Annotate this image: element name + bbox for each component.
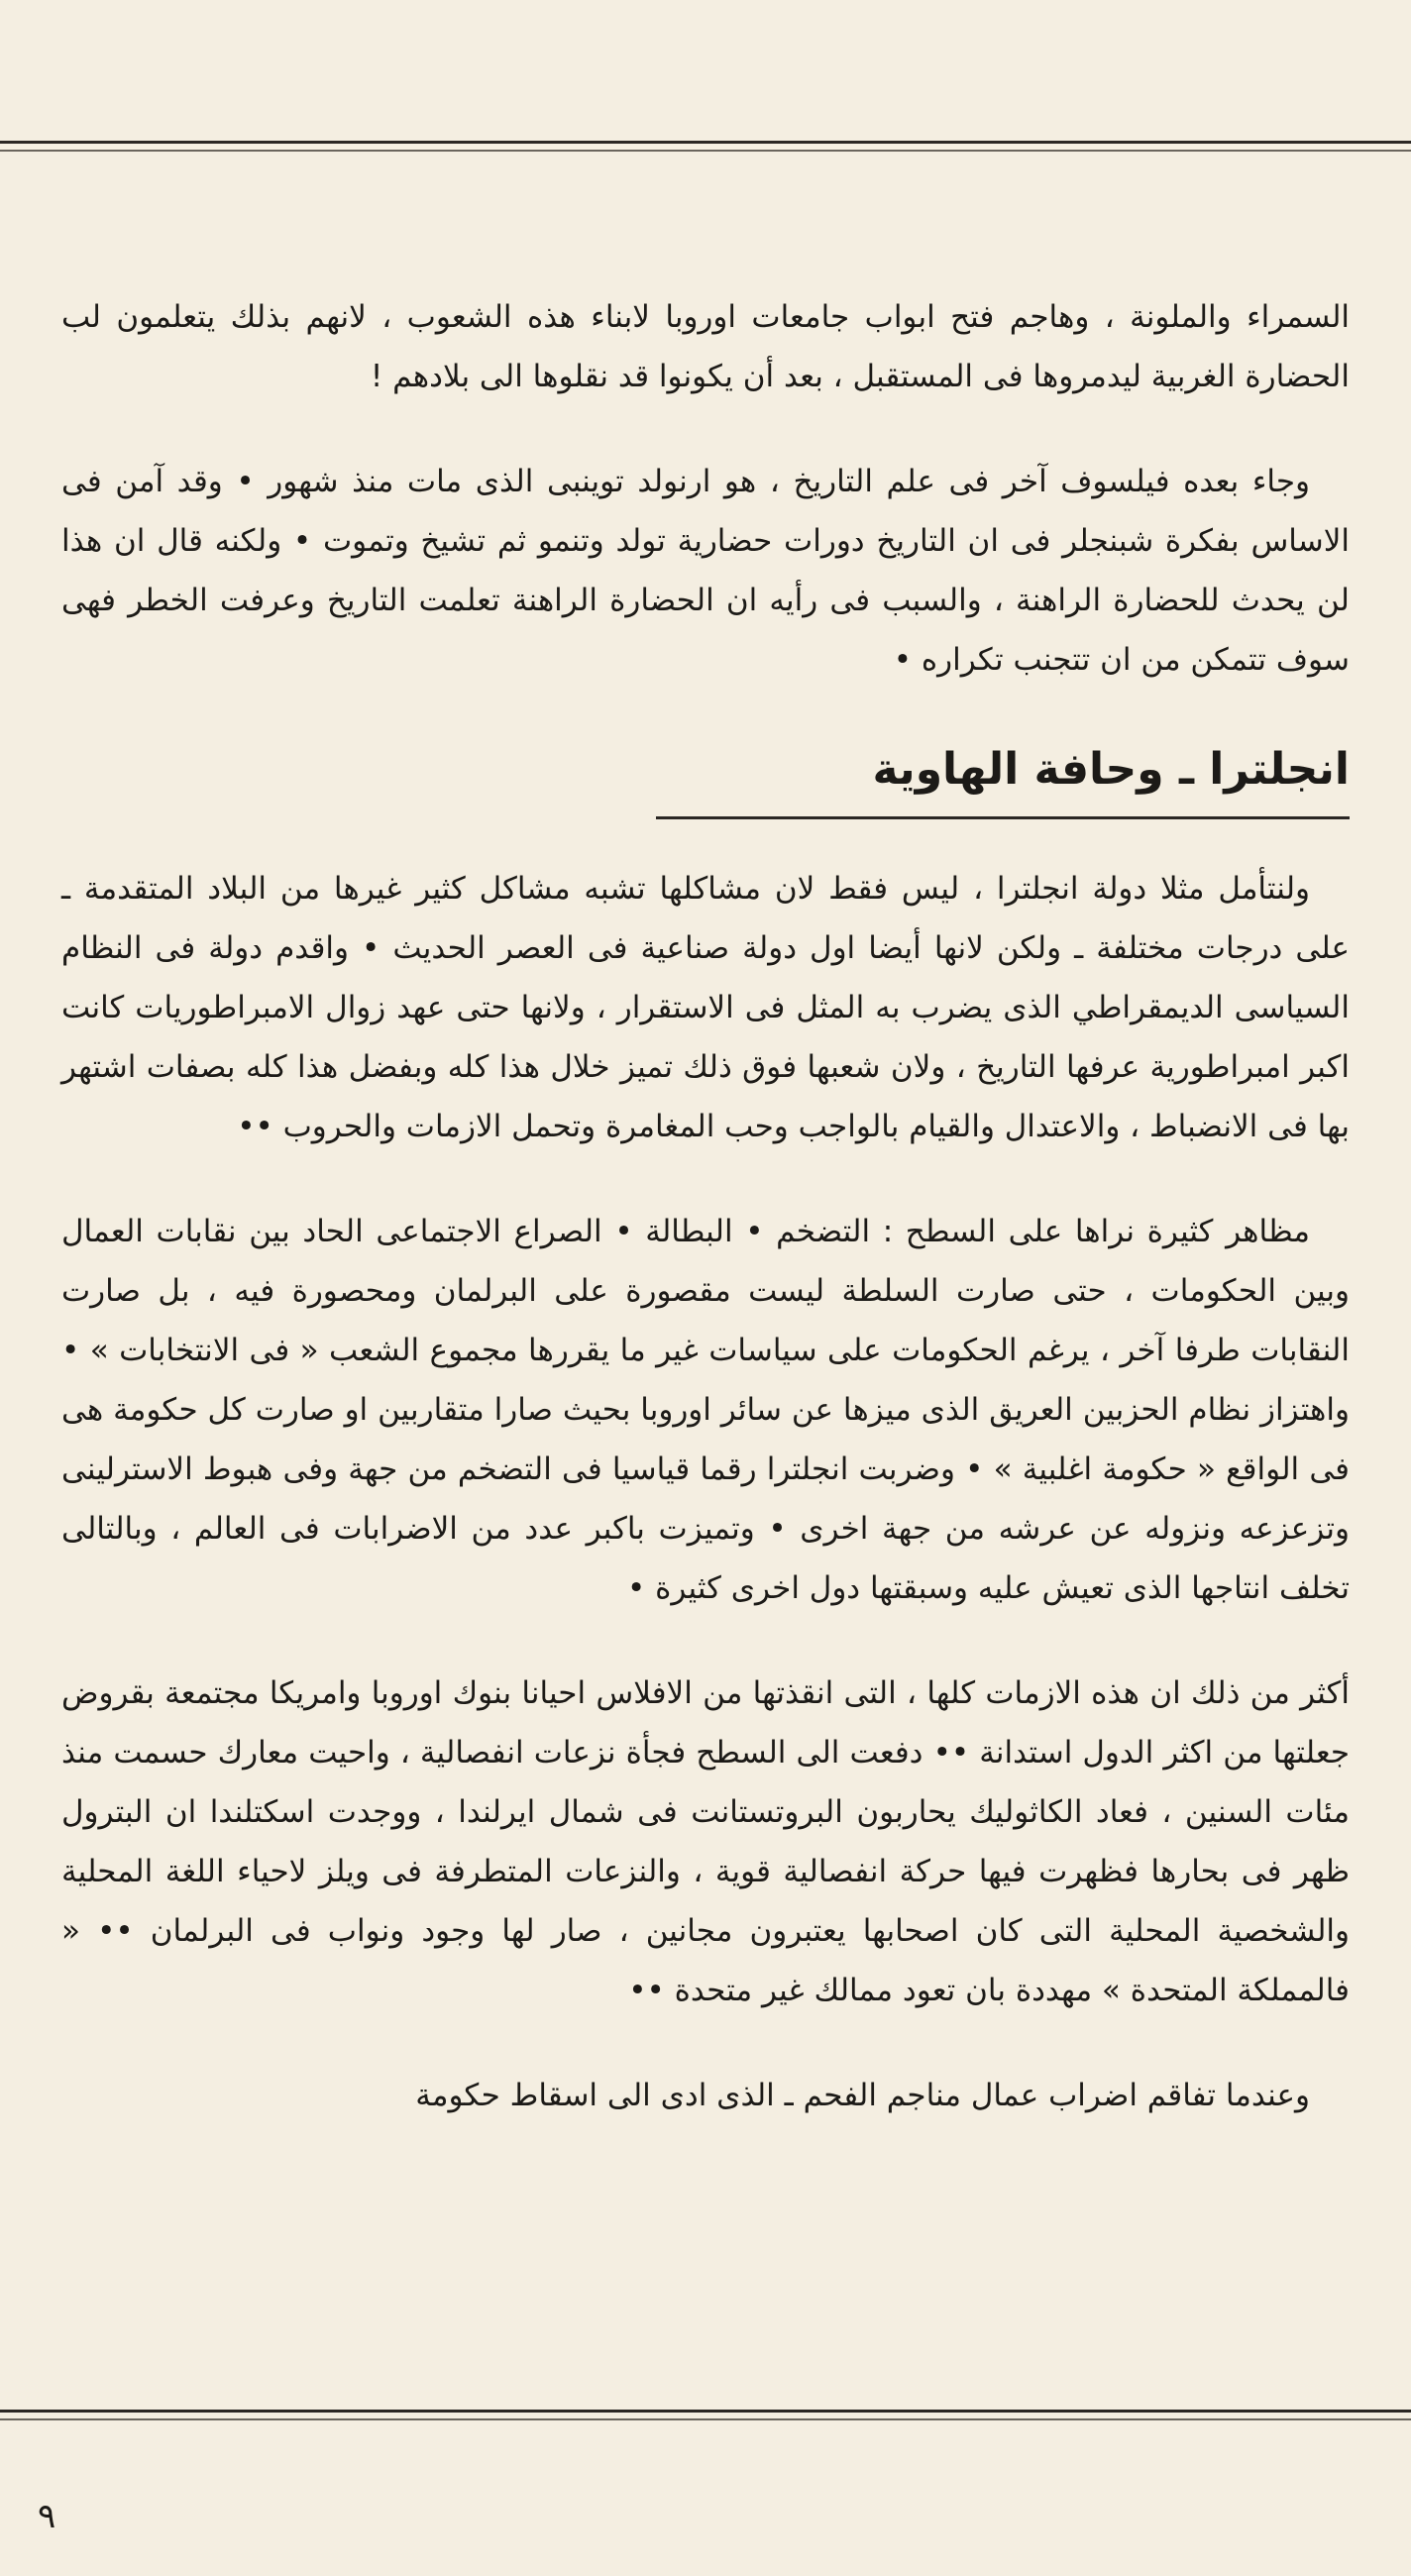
paragraph: ولنتأمل مثلا دولة انجلترا ، ليس فقط لان مشاكلها تشبه مشاكل كثير غيرها من البلاد المتقدمة ـ على درجات مختلفة ـ ولكن لانها أيضا اول دولة صناعية فى العصر الحديث • واقدم دولة فى النظام السياسى الديمقراطي الذى يضرب به المثل فى الاستقرار ، ولانها حتى عهد زوال الامبراطوريات كانت اكبر امبراطورية عرفها التاريخ ، ولان شعبها فوق ذلك تميز خلال هذا كله وبفضل هذا كله بصفات اشتهر بها فى الانضباط ، والاعتدال والقيام بالواجب وحب المغامرة وتحمل الازمات والحروب •• — [61, 871, 1350, 1144]
page-content — [61, 287, 1350, 2171]
paragraph: وعندما تفاقم اضراب عمال مناجم الفحم ـ الذى ادى الى اسقاط حكومة — [415, 2078, 1310, 2113]
heading-spacer — [61, 819, 1350, 859]
section-heading: انجلترا ـ وحافة الهاوية — [656, 735, 1350, 819]
top-rule — [0, 141, 1411, 152]
paragraph: السمراء والملونة ، وهاجم فتح ابواب جامعات اوروبا لابناء هذه الشعوب ، لانهم بذلك يتعلمون لب الحضارة الغربية ليدمروها فى المستقبل ، بعد أن يكونوا قد نقلوها الى بلادهم ! — [61, 299, 1350, 394]
paragraph: وجاء بعده فيلسوف آخر فى علم التاريخ ، هو ارنولد توينبى الذى مات منذ شهور • وقد آمن فى الاساس بفكرة شبنجلر فى ان التاريخ دورات حضارية تولد وتنمو ثم تشيخ وتموت • ولكنه قال ان هذا لن يحدث للحضارة الراهنة ، والسبب فى رأيه ان الحضارة الراهنة تعلمت التاريخ وعرفت الخطر فهى سوف تتمكن من ان تتجنب تكراره • — [61, 464, 1350, 678]
paragraph: مظاهر كثيرة نراها على السطح : التضخم • البطالة • الصراع الاجتماعى الحاد بين نقابات العمال وبين الحكومات ، حتى صارت السلطة ليست مقصورة على البرلمان ومحصورة فيه ، بل صارت النقابات طرفا آخر ، يرغم الحكومات على سياسات غير ما يقررها مجموع الشعب « فى الانتخابات » • واهتزاز نظام الحزبين العريق الذى ميزها عن سائر اوروبا بحيث صارا متقاربين او صارت كل حكومة هى فى الواقع « حكومة اغلبية » • وضربت انجلترا رقما قياسيا فى التضخم من جهة وفى هبوط الاسترلينى وتزعزعه ونزوله عن عرشه من جهة اخرى • وتميزت باكبر عدد من الاضرابات فى العالم ، وبالتالى تخلف انتاجها الذى تعيش عليه وسبقتها دول اخرى كثيرة • — [61, 1214, 1350, 1606]
bottom-rule — [0, 2410, 1411, 2420]
paragraph: أكثر من ذلك ان هذه الازمات كلها ، التى انقذتها من الافلاس احيانا بنوك اوروبا وامريكا مجتمعة بقروض جعلتها من اكثر الدول استدانة •• دفعت الى السطح فجأة نزعات انفصالية ، واحيت معارك حسمت منذ مئات السنين ، فعاد الكاثوليك يحاربون البروتستانت فى شمال ايرلندا ، ووجدت اسكتلندا ان البترول ظهر فى بحارها فظهرت فيها حركة انفصالية قوية ، والنزعات المتطرفة فى ويلز لاحياء اللغة المحلية والشخصية المحلية التى كان اصحابها يعتبرون مجانين ، صار لها وجود ونواب فى البرلمان •• « فالمملكة المتحدة » مهددة بان تعود ممالك غير متحدة •• — [61, 1675, 1350, 2008]
page-number: ٩ — [38, 2497, 56, 2536]
